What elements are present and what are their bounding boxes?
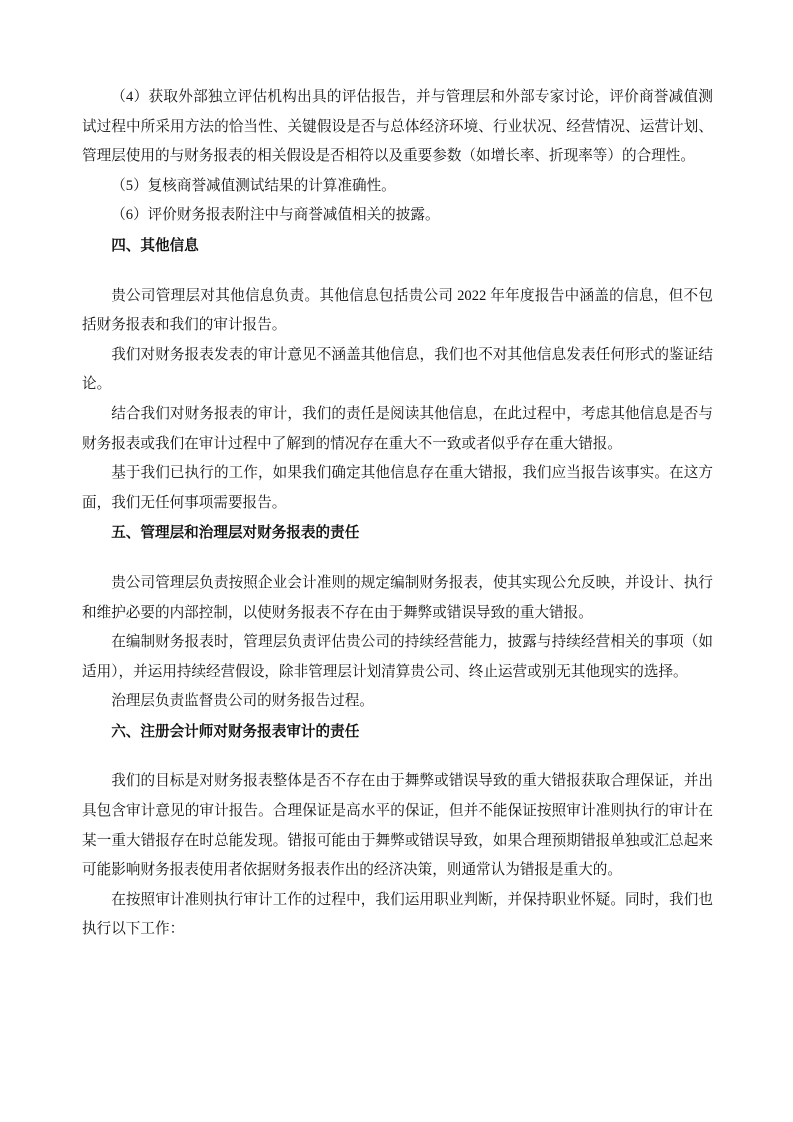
section-heading-management-responsibility: 五、管理层和治理层对财务报表的责任 bbox=[111, 524, 360, 542]
paragraph: 在编制财务报表时，管理层负责评估贵公司的持续经营能力，披露与持续经营相关的事项（如适用），并运用持续经营假设，除非管理层计划清算贵公司、终止运营或别无其他现实的选择。 bbox=[82, 634, 713, 680]
paragraph: 我们对财务报表发表的审计意见不涵盖其他信息，我们也不对其他信息发表任何形式的鉴证结论。 bbox=[82, 346, 713, 393]
section-heading-auditor-responsibility: 六、注册会计师对财务报表审计的责任 bbox=[111, 722, 360, 740]
paragraph: 贵公司管理层对其他信息负责。其他信息包括贵公司 2022 年年度报告中涵盖的信息，但不包括财务报表和我们的审计报告。 bbox=[82, 287, 713, 334]
paragraph: 贵公司管理层负责按照企业会计准则的规定编制财务报表，使其实现公允反映，并设计、执行和维护必要的内部控制，以使财务报表不存在由于舞弊或错误导致的重大错报。 bbox=[82, 574, 713, 621]
paragraph-item-5: （5）复核商誉减值测试结果的计算准确性。 bbox=[111, 177, 396, 194]
paragraph: 我们的目标是对财务报表整体是否不存在由于舞弊或错误导致的重大错报获取合理保证，并出具包含审计意见的审计报告。合理保证是高水平的保证，但并不能保证按照审计准则执行的审计在某一重大错报存在时总能发现。错报可能由于舞弊或错误导致，如果合理预期错报单独或汇总起来可能影响财务报表使用者依据财务报表作出的经济决策，则通常认为错报是重大的。 bbox=[82, 773, 713, 879]
paragraph: 结合我们对财务报表的审计，我们的责任是阅读其他信息，在此过程中，考虑其他信息是否与财务报表或我们在审计过程中了解到的情况存在重大不一致或者似乎存在重大错报。 bbox=[82, 405, 713, 452]
paragraph: 基于我们已执行的工作，如果我们确定其他信息存在重大错报，我们应当报告该事实。在这方面，我们无任何事项需要报告。 bbox=[82, 465, 713, 511]
paragraph-item-4: （4）获取外部独立评估机构出具的评估报告，并与管理层和外部专家讨论，评价商誉减值测试过程中所采用方法的恰当性、关键假设是否与总体经济环境、行业状况、经营情况、运营计划、管理层使用的与财务报表的相关假设是否相符以及重要参数（如增长率、折现率等）的合理性。 bbox=[82, 89, 713, 165]
paragraph-item-6: （6）评价财务报表附注中与商誉减值相关的披露。 bbox=[111, 207, 440, 224]
document-body bbox=[82, 83, 713, 945]
section-heading-other-info: 四、其他信息 bbox=[111, 236, 199, 254]
paragraph: 治理层负责监督贵公司的财务报告过程。 bbox=[111, 693, 374, 710]
paragraph: 在按照审计准则执行审计工作的过程中，我们运用职业判断，并保持职业怀疑。同时，我们也执行以下工作： bbox=[82, 891, 713, 938]
